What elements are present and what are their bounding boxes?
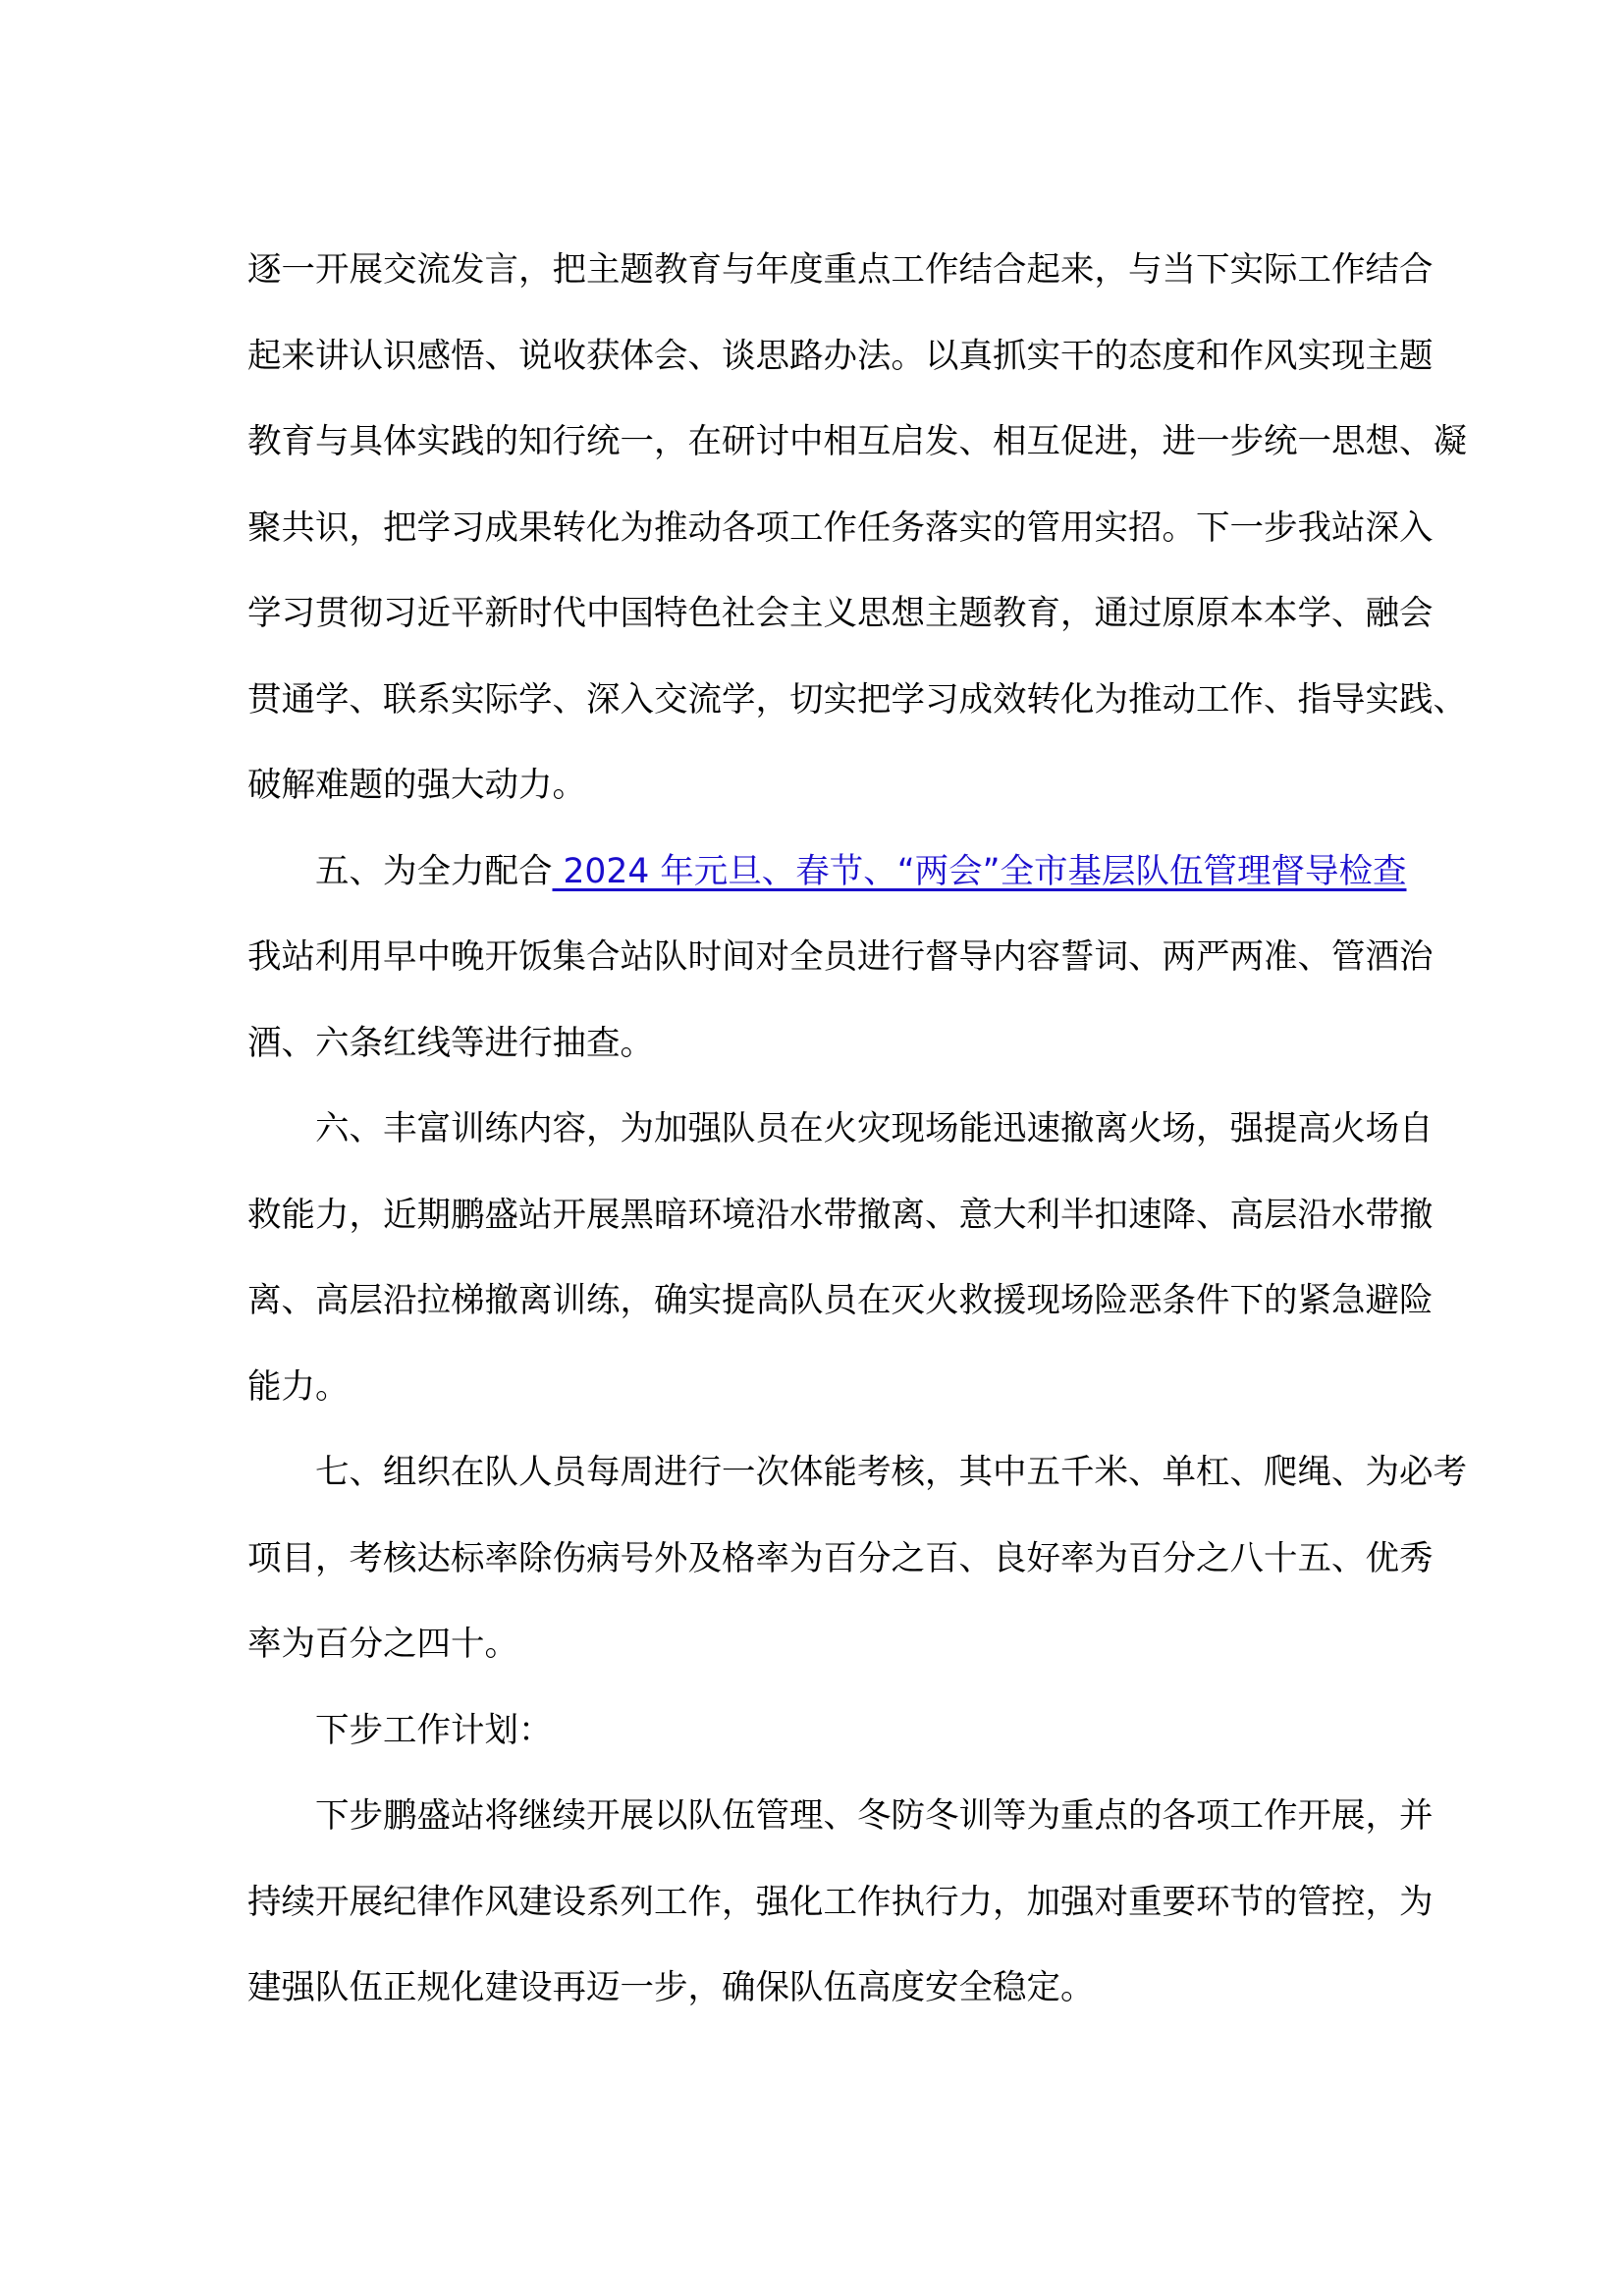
paragraph-study: [247, 228, 1467, 829]
text-line: 率为百分之四十。: [247, 1625, 518, 1664]
text-line: 逐一开展交流发言，把主题教育与年度重点工作结合起来，与当下实际工作结合: [247, 250, 1434, 290]
text-line: 聚共识，把学习成果转化为推动各项工作任务落实的管用实招。下一步我站深入: [247, 507, 1434, 548]
next-steps-heading: [247, 1688, 1386, 1775]
paragraph-next-steps: [247, 1774, 1434, 2032]
text-line: [247, 829, 1407, 916]
text-line: 贯通学、联系实际学、深入交流学，切实把学习成效转化为推动工作、指导实践、: [247, 679, 1467, 720]
text-line: 建强队伍正规化建设再迈一步，确保队伍高度安全稳定。: [247, 1968, 1095, 2007]
text-line: 七、组织在队人员每周进行一次体能考核，其中五千米、单杠、爬绳、为必考: [315, 1453, 1467, 1492]
text-line: 离、高层沿拉梯撤离训练，确实提高队员在灭火救援现场险恶条件下的紧急避险: [247, 1281, 1434, 1320]
text-line: 下步工作计划：: [315, 1710, 553, 1750]
paragraph-item-5: [247, 829, 1434, 1088]
paragraph-prefix: 五、为全力配合: [315, 851, 553, 891]
inspection-link[interactable]: 2024 年元旦、春节、“两会”全市基层队伍管理督导检查: [552, 851, 1407, 891]
paragraph-item-6: [247, 1087, 1434, 1430]
text-line: 起来讲认识感悟、说收获体会、谈思路办法。以真抓实干的态度和作风实现主题: [247, 336, 1434, 376]
text-line: 项目，考核达标率除伤病号外及格率为百分之百、良好率为百分之八十五、优秀: [247, 1538, 1434, 1578]
text-line: 教育与具体实践的知行统一，在研讨中相互启发、相互促进，进一步统一思想、凝: [247, 422, 1467, 461]
text-line: 我站利用早中晚开饭集合站队时间对全员进行督导内容誓词、两严两准、管酒治: [247, 937, 1434, 977]
text-line: 酒、六条红线等进行抽查。: [247, 1023, 654, 1063]
paragraph-item-7: [247, 1430, 1467, 1688]
text-line: 下步鹏盛站将继续开展以队伍管理、冬防冬训等为重点的各项工作开展，并: [315, 1796, 1434, 1836]
text-line: 学习贯彻习近平新时代中国特色社会主义思想主题教育，通过原原本本学、融会: [247, 594, 1434, 633]
text-line: 能力。: [247, 1366, 350, 1407]
text-line: 持续开展纪律作风建设系列工作，强化工作执行力，加强对重要环节的管控，为: [247, 1882, 1434, 1922]
text-line: 破解难题的强大动力。: [247, 766, 586, 805]
document-body: [247, 228, 1467, 2032]
text-line: 六、丰富训练内容，为加强队员在火灾现场能迅速撤离火场，强提高火场自: [315, 1109, 1434, 1148]
text-line: 救能力，近期鹏盛站开展黑暗环境沿水带撤离、意大利半扣速降、高层沿水带撤: [247, 1195, 1434, 1235]
